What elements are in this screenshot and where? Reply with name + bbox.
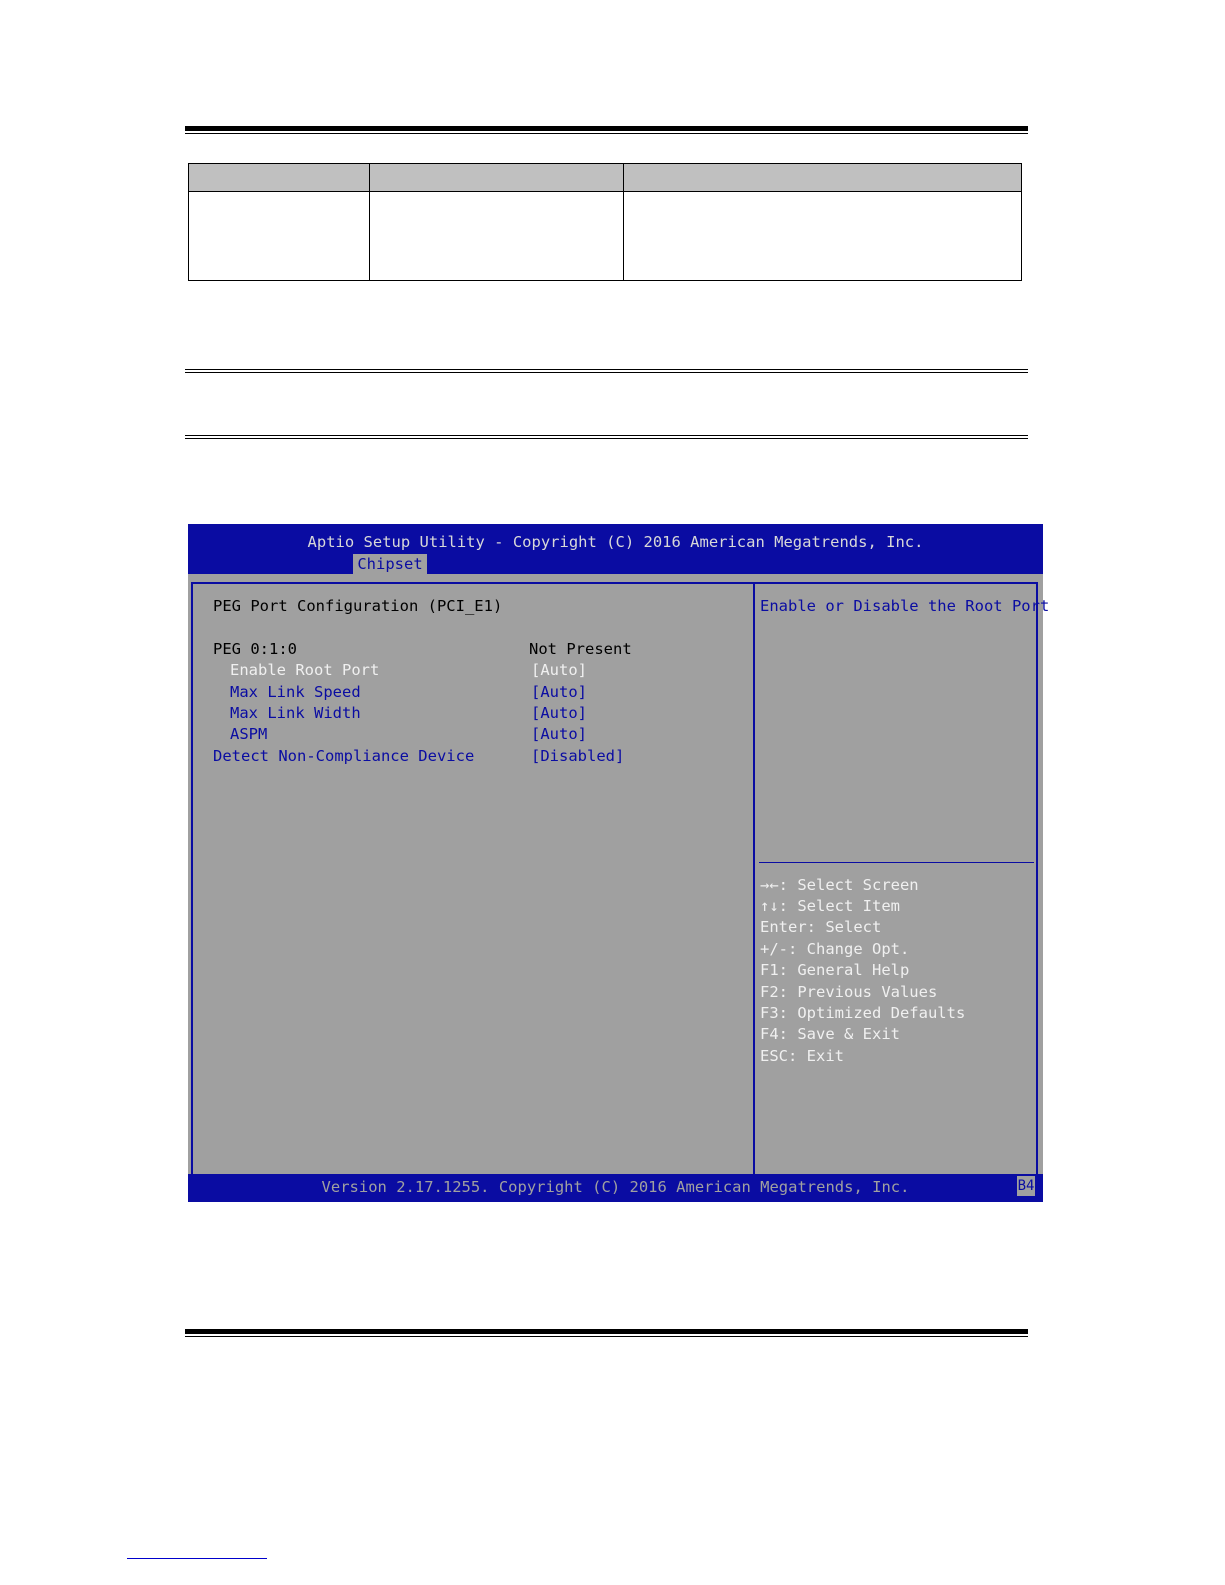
tab-chipset[interactable]: Chipset xyxy=(353,554,427,574)
table-header-cell xyxy=(189,164,370,192)
key-hint: ↑↓: Select Item xyxy=(760,897,900,915)
setting-max-link-width-label[interactable]: Max Link Width xyxy=(230,704,361,722)
setting-aspm-value[interactable]: [Auto] xyxy=(531,725,587,743)
setting-aspm-label[interactable]: ASPM xyxy=(230,725,268,743)
section-rule-top-b xyxy=(185,372,1028,373)
key-hint: F4: Save & Exit xyxy=(760,1025,900,1043)
key-hint: →←: Select Screen xyxy=(760,876,919,894)
bios-footer xyxy=(188,1174,1043,1202)
key-hint: +/-: Change Opt. xyxy=(760,940,910,958)
bios-screen xyxy=(188,524,1050,1202)
table-cell xyxy=(624,192,1022,281)
table-header-cell xyxy=(624,164,1022,192)
setting-enable-root-port-value[interactable]: [Auto] xyxy=(531,661,587,679)
bios-footer-text: Version 2.17.1255. Copyright (C) 2016 American Megatrends, Inc. xyxy=(321,1178,910,1196)
table-header-row xyxy=(189,164,1022,192)
setting-detect-non-compliance-value[interactable]: [Disabled] xyxy=(531,747,625,765)
key-hint: F1: General Help xyxy=(760,961,910,979)
table-header-cell xyxy=(370,164,624,192)
key-hint: F3: Optimized Defaults xyxy=(760,1004,966,1022)
table-cell xyxy=(370,192,624,281)
section-heading: PEG Port Configuration (PCI_E1) xyxy=(213,597,503,615)
section-rule-bottom-b xyxy=(185,438,1028,439)
section-rule-top-a xyxy=(185,369,1028,370)
bios-panel-divider xyxy=(753,582,755,1187)
setting-detect-non-compliance-label[interactable]: Detect Non-Compliance Device xyxy=(213,747,475,765)
bios-title: Aptio Setup Utility - Copyright (C) 2016 American Megatrends, Inc. xyxy=(307,533,924,551)
footer-badge: B4 xyxy=(1017,1178,1035,1194)
setting-max-link-speed-label[interactable]: Max Link Speed xyxy=(230,683,361,701)
bottom-thin-rule xyxy=(185,1336,1028,1337)
setting-enable-root-port-label[interactable]: Enable Root Port xyxy=(230,661,380,679)
device-label: PEG 0:1:0 xyxy=(213,640,297,658)
key-hint: F2: Previous Values xyxy=(760,983,938,1001)
key-hint: Enter: Select xyxy=(760,918,882,936)
section-rule-bottom-a xyxy=(185,435,1028,436)
table-row xyxy=(189,192,1022,281)
setting-max-link-width-value[interactable]: [Auto] xyxy=(531,704,587,722)
bios-header xyxy=(188,524,1043,574)
option-table xyxy=(188,163,1022,281)
help-text: Enable or Disable the Root Port xyxy=(760,597,1050,615)
footnote-separator xyxy=(127,1558,267,1559)
setting-max-link-speed-value[interactable]: [Auto] xyxy=(531,683,587,701)
top-thick-rule xyxy=(185,126,1028,131)
key-hint: ESC: Exit xyxy=(760,1047,844,1065)
help-divider xyxy=(759,862,1034,863)
device-value: Not Present xyxy=(529,640,632,658)
table-cell xyxy=(189,192,370,281)
top-thin-rule xyxy=(185,133,1028,134)
bottom-thick-rule xyxy=(185,1329,1028,1334)
